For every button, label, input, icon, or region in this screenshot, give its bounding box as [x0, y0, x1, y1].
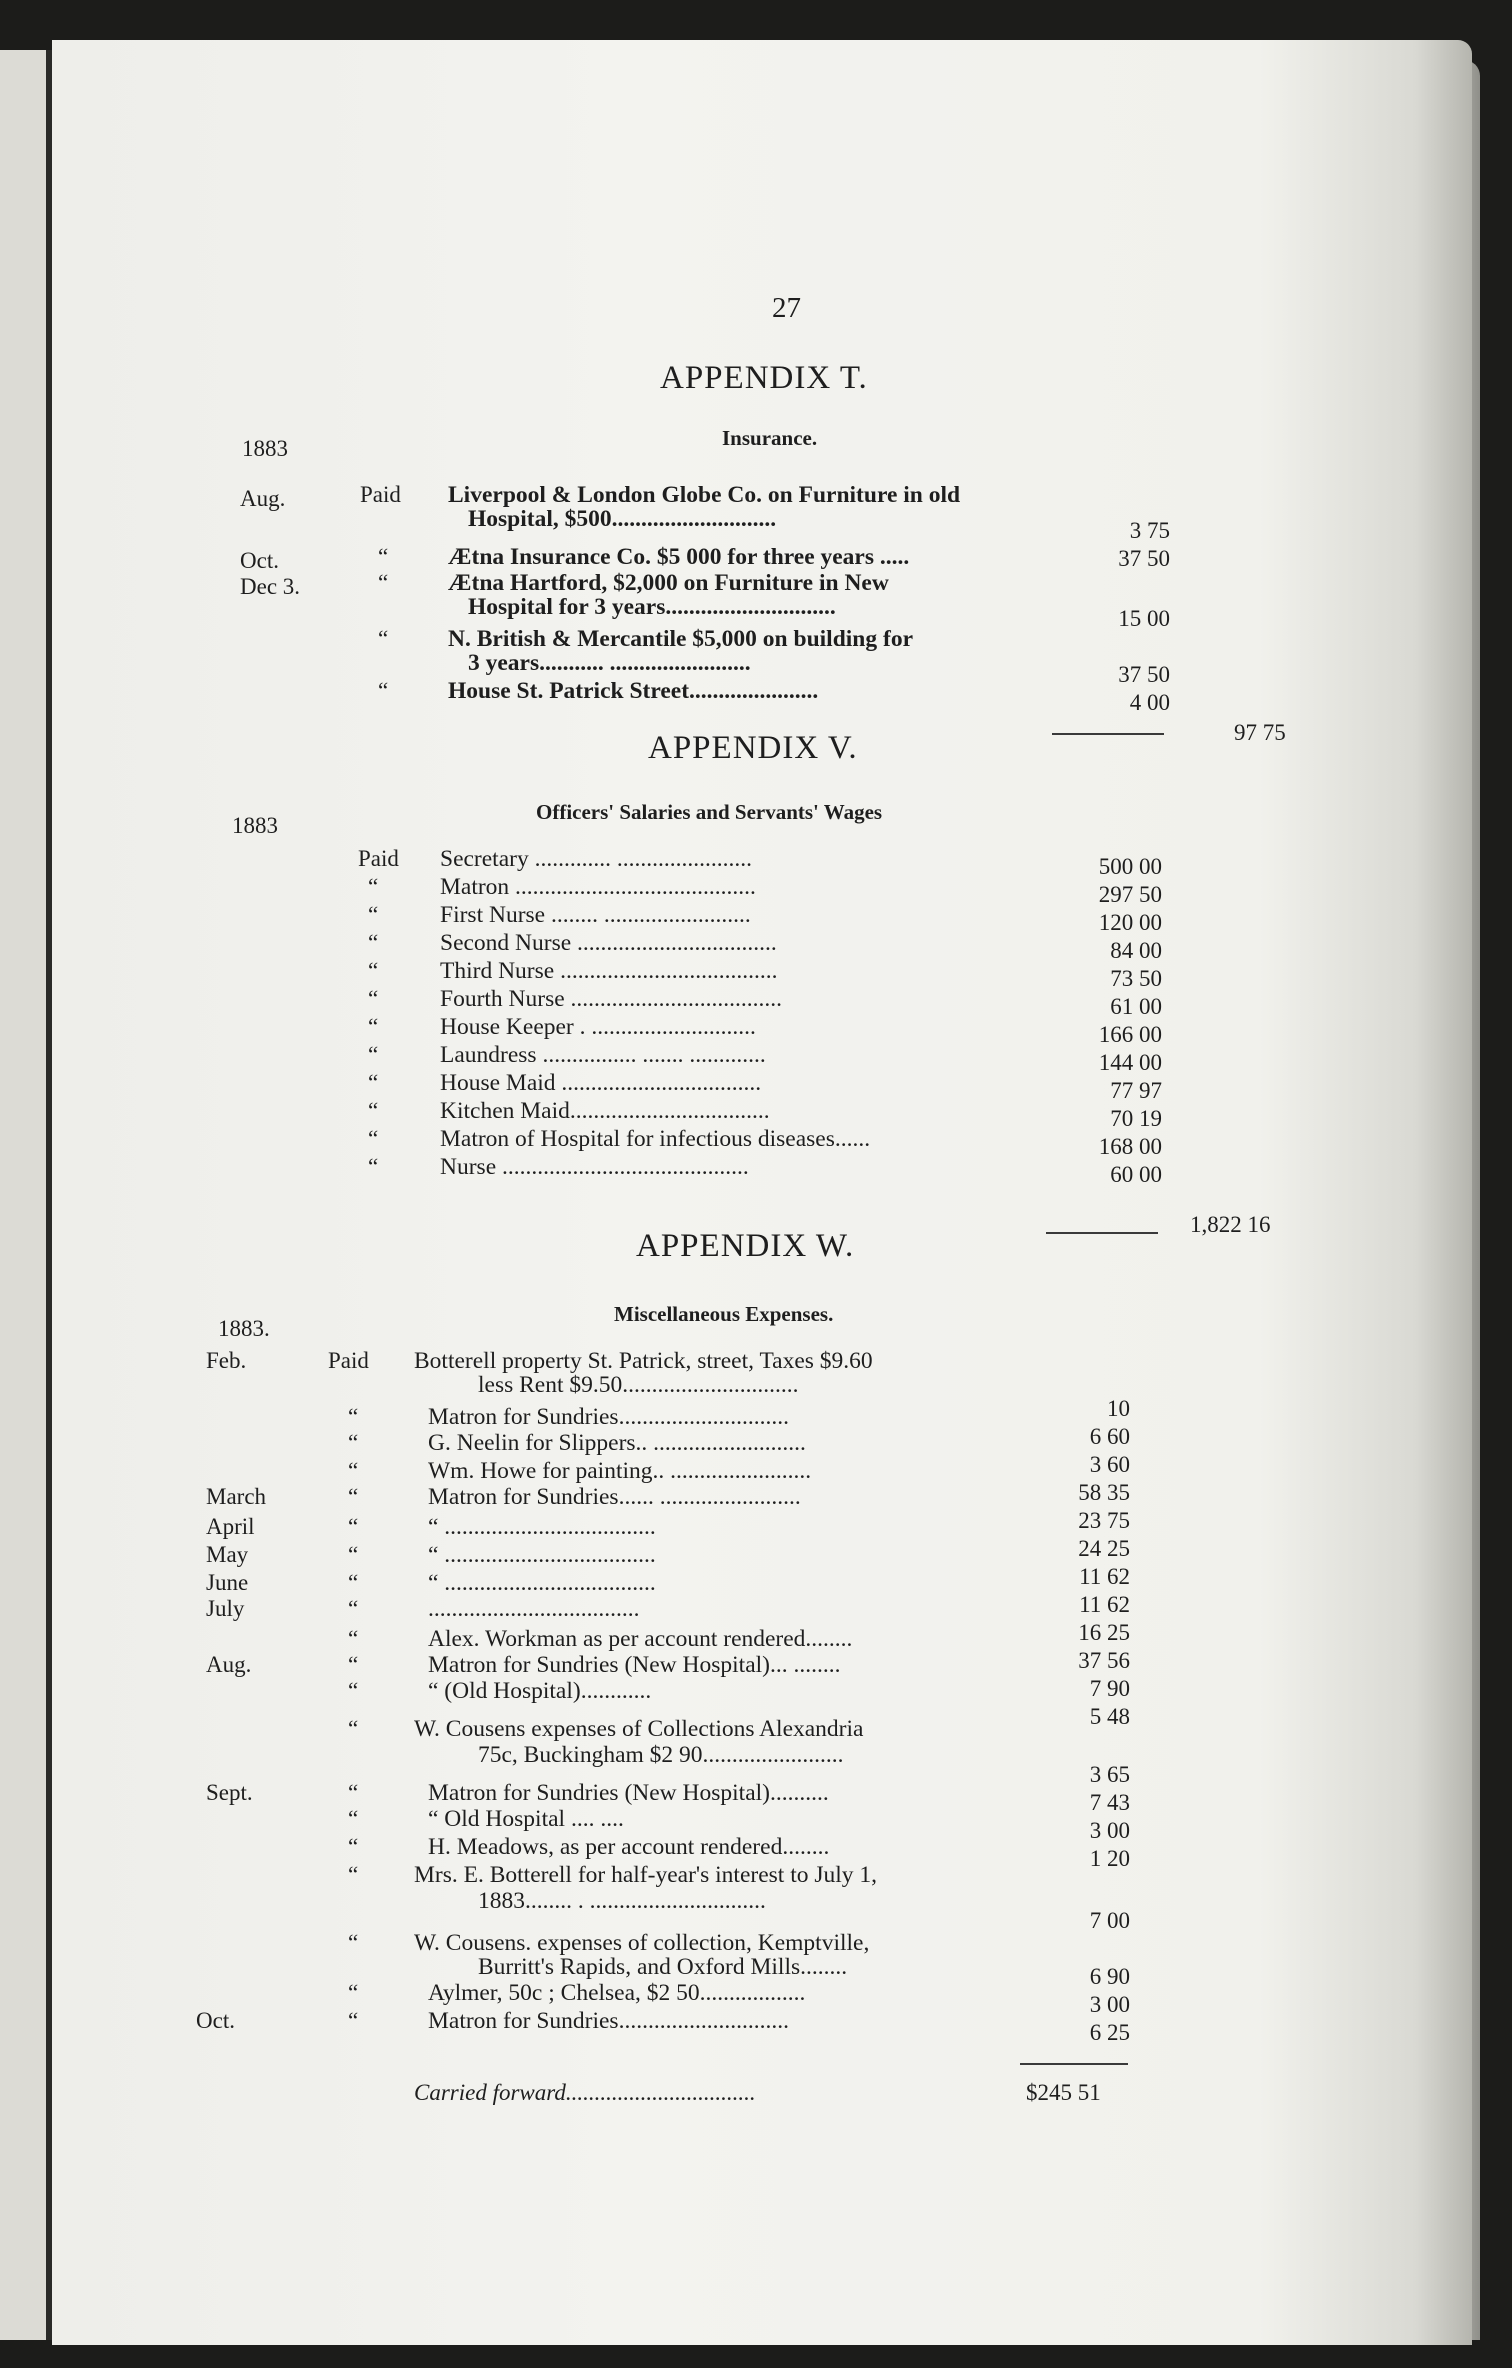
- row-description: Laundress ................ ....... .............: [440, 1042, 766, 1068]
- row-paid-mark: “: [368, 986, 379, 1011]
- appendix-w-title: APPENDIX W.: [636, 1228, 855, 1264]
- row-description: Liverpool & London Globe Co. on Furniture in old: [448, 482, 961, 508]
- row-paid-mark: “: [348, 1678, 359, 1703]
- appendix-t-subtitle: Insurance.: [722, 426, 818, 450]
- row-paid-mark: “: [348, 1626, 359, 1651]
- row-amount: 3 65: [1089, 1762, 1130, 1787]
- row-description-cont: Burritt's Rapids, and Oxford Mills........: [478, 1954, 848, 1980]
- row-amount: 11 62: [1079, 1592, 1130, 1617]
- row-description: “ ....................................: [428, 1542, 656, 1568]
- row-paid-mark: “: [348, 1596, 359, 1621]
- row-amount: 168 00: [1098, 1134, 1162, 1159]
- row-description: Wm. Howe for painting.. ........................: [428, 1458, 812, 1484]
- row-description: Secretary ............. .......................: [440, 846, 752, 872]
- row-description-cont: Hospital for 3 years.............................: [468, 594, 836, 620]
- row-paid-mark: “: [348, 1484, 359, 1509]
- row-amount: 11 62: [1079, 1564, 1130, 1589]
- row-paid-mark: “: [378, 626, 389, 651]
- row-amount: 37 56: [1078, 1648, 1130, 1673]
- row-paid-mark: “: [348, 1780, 359, 1805]
- row-description: Matron for Sundries...... ........................: [428, 1484, 801, 1510]
- row-amount: 16 25: [1078, 1620, 1130, 1645]
- row-amount: 4 00: [1129, 690, 1170, 715]
- row-paid-mark: “: [348, 1430, 359, 1455]
- row-description-cont: 75c, Buckingham $2 90........................: [478, 1742, 844, 1768]
- row-amount: 10: [1107, 1396, 1130, 1421]
- row-description: “ ....................................: [428, 1570, 656, 1596]
- row-amount: 7 90: [1089, 1676, 1130, 1701]
- row-description: House Maid ..................................: [440, 1070, 762, 1096]
- appendix-v-subtitle: Officers' Salaries and Servants' Wages: [536, 800, 883, 824]
- row-paid-mark: “: [348, 1980, 359, 2005]
- left-margin-strip: [0, 50, 46, 2340]
- row-paid-mark: “: [348, 1404, 359, 1429]
- appendix-v-title: APPENDIX V.: [648, 730, 858, 766]
- row-month: Oct.: [196, 2008, 235, 2033]
- row-month: Oct.: [240, 548, 279, 573]
- row-paid-mark: “: [368, 902, 379, 927]
- row-description: Kitchen Maid..................................: [440, 1098, 770, 1124]
- appendix-t-year: 1883: [242, 436, 288, 461]
- row-amount: 120 00: [1098, 910, 1162, 935]
- row-amount: 144 00: [1098, 1050, 1162, 1075]
- row-paid-mark: “: [348, 1514, 359, 1539]
- row-paid-mark: “: [368, 874, 379, 899]
- appendix-w-subtitle: Miscellaneous Expenses.: [614, 1302, 834, 1326]
- row-amount: 58 35: [1078, 1480, 1130, 1505]
- row-paid-mark: “: [368, 1042, 379, 1067]
- row-amount: 37 50: [1118, 546, 1170, 571]
- row-month: Aug.: [240, 486, 286, 511]
- row-amount: 7 43: [1089, 1790, 1130, 1815]
- row-amount: 6 25: [1089, 2020, 1130, 2045]
- row-amount: 60 00: [1110, 1162, 1162, 1187]
- row-description: G. Neelin for Slippers.. ..........................: [428, 1430, 806, 1456]
- row-amount: 77 97: [1110, 1078, 1162, 1103]
- row-description: Matron of Hospital for infectious diseases......: [440, 1126, 871, 1152]
- row-paid-mark: “: [348, 1806, 359, 1831]
- row-month: Sept.: [206, 1780, 253, 1805]
- row-month: May: [206, 1542, 249, 1567]
- row-month: Aug.: [206, 1652, 252, 1677]
- row-paid-mark: “: [348, 1570, 359, 1595]
- row-description: Matron for Sundries.............................: [428, 2008, 789, 2034]
- appendix-t-title: APPENDIX T.: [660, 360, 868, 396]
- row-description: Nurse ..........................................: [440, 1154, 749, 1180]
- row-amount: 6 90: [1089, 1964, 1130, 1989]
- row-paid-mark: “: [348, 1716, 359, 1741]
- row-description: “ Old Hospital .... ....: [428, 1806, 624, 1832]
- row-description: W. Cousens. expenses of collection, Kemptville,: [414, 1930, 870, 1956]
- row-description-cont: Hospital, $500............................: [468, 506, 777, 532]
- row-paid-mark: “: [348, 1458, 359, 1483]
- appendix-t-total: 97 75: [1234, 720, 1286, 745]
- row-amount: 5 48: [1089, 1704, 1130, 1729]
- row-paid-mark: “: [368, 1098, 379, 1123]
- row-description: Matron .........................................: [440, 874, 756, 900]
- row-amount: 1 20: [1089, 1846, 1130, 1871]
- appendix-t-rule: [1052, 733, 1164, 735]
- row-description: Alex. Workman as per account rendered........: [428, 1626, 853, 1652]
- row-description: Second Nurse ..................................: [440, 930, 777, 956]
- row-description: Ætna Insurance Co. $5 000 for three years .....: [448, 544, 910, 570]
- row-description: H. Meadows, as per account rendered........: [428, 1834, 830, 1860]
- row-paid-mark: “: [368, 1126, 379, 1151]
- row-paid-mark: “: [368, 1154, 379, 1179]
- row-paid-mark: “: [368, 958, 379, 983]
- row-description: Ætna Hartford, $2,000 on Furniture in New: [448, 570, 889, 596]
- row-amount: 84 00: [1110, 938, 1162, 963]
- row-month: Feb.: [206, 1348, 247, 1373]
- row-description: N. British & Mercantile $5,000 on building for: [448, 626, 913, 652]
- row-amount: 7 00: [1089, 1908, 1130, 1933]
- row-paid-mark: “: [378, 570, 389, 595]
- row-paid-mark: “: [348, 1930, 359, 1955]
- row-amount: 70 19: [1110, 1106, 1162, 1131]
- row-description-cont: less Rent $9.50..............................: [478, 1372, 799, 1398]
- row-description: Third Nurse .....................................: [440, 958, 778, 984]
- appendix-v-rule: [1046, 1232, 1158, 1234]
- row-paid-mark: “: [368, 1070, 379, 1095]
- row-paid-mark: “: [348, 1542, 359, 1567]
- row-description: Matron for Sundries (New Hospital)... ........: [428, 1652, 841, 1678]
- row-paid-mark: “: [378, 678, 389, 703]
- row-paid-mark: “: [368, 1014, 379, 1039]
- row-month: June: [206, 1570, 249, 1595]
- row-description-cont: 1883........ . ..............................: [478, 1888, 766, 1914]
- row-month: April: [206, 1514, 255, 1539]
- row-description: ....................................: [428, 1596, 640, 1622]
- row-description: First Nurse ........ .........................: [440, 902, 751, 928]
- row-description: Botterell property St. Patrick, street, Taxes $9.60: [414, 1348, 873, 1374]
- row-description: Fourth Nurse ....................................: [440, 986, 783, 1012]
- row-month: July: [206, 1596, 245, 1621]
- page-number: 27: [772, 292, 801, 324]
- row-amount: 24 25: [1078, 1536, 1130, 1561]
- row-description: Matron for Sundries.............................: [428, 1404, 789, 1430]
- row-month: Dec 3.: [240, 574, 301, 599]
- row-paid-mark: Paid: [328, 1348, 369, 1373]
- row-description: Aylmer, 50c ; Chelsea, $2 50..................: [428, 1980, 806, 2006]
- row-description: W. Cousens expenses of Collections Alexandria: [414, 1716, 864, 1742]
- row-amount: 61 00: [1110, 994, 1162, 1019]
- row-paid-mark: “: [378, 544, 389, 569]
- row-description: “ ....................................: [428, 1514, 656, 1540]
- row-amount: 500 00: [1098, 854, 1162, 879]
- row-amount: 37 50: [1118, 662, 1170, 687]
- row-amount: 15 00: [1118, 606, 1170, 631]
- row-amount: 23 75: [1078, 1508, 1130, 1533]
- row-month: March: [206, 1484, 267, 1509]
- row-paid-mark: “: [368, 930, 379, 955]
- row-amount: 3 00: [1089, 1818, 1130, 1843]
- row-paid-mark: Paid: [358, 846, 399, 871]
- row-amount: 3 60: [1089, 1452, 1130, 1477]
- row-amount: 6 60: [1089, 1424, 1130, 1449]
- row-description: House St. Patrick Street......................: [448, 678, 819, 704]
- row-description: Mrs. E. Botterell for half-year's interest to July 1,: [414, 1862, 878, 1888]
- row-paid-mark: Paid: [360, 482, 401, 507]
- row-amount: 166 00: [1098, 1022, 1162, 1047]
- row-paid-mark: “: [348, 1862, 359, 1887]
- row-amount: 73 50: [1110, 966, 1162, 991]
- row-paid-mark: “: [348, 2008, 359, 2033]
- row-paid-mark: “: [348, 1834, 359, 1859]
- carried-forward-amount: $245 51: [1026, 2080, 1101, 2105]
- appendix-v-total: 1,822 16: [1190, 1212, 1271, 1237]
- carried-forward-label: Carried forward.................................: [414, 2080, 756, 2105]
- row-amount: 3 00: [1089, 1992, 1130, 2017]
- row-paid-mark: “: [348, 1652, 359, 1677]
- appendix-w-year: 1883.: [218, 1316, 270, 1341]
- appendix-w-rule: [1020, 2063, 1128, 2065]
- row-description: House Keeper . ............................: [440, 1014, 756, 1040]
- row-amount: 3 75: [1129, 518, 1170, 543]
- appendix-v-year: 1883: [232, 813, 278, 838]
- row-description: “ (Old Hospital)............: [428, 1678, 652, 1704]
- row-amount: 297 50: [1098, 882, 1162, 907]
- row-description-cont: 3 years........... ........................: [468, 650, 751, 676]
- row-description: Matron for Sundries (New Hospital)..........: [428, 1780, 829, 1806]
